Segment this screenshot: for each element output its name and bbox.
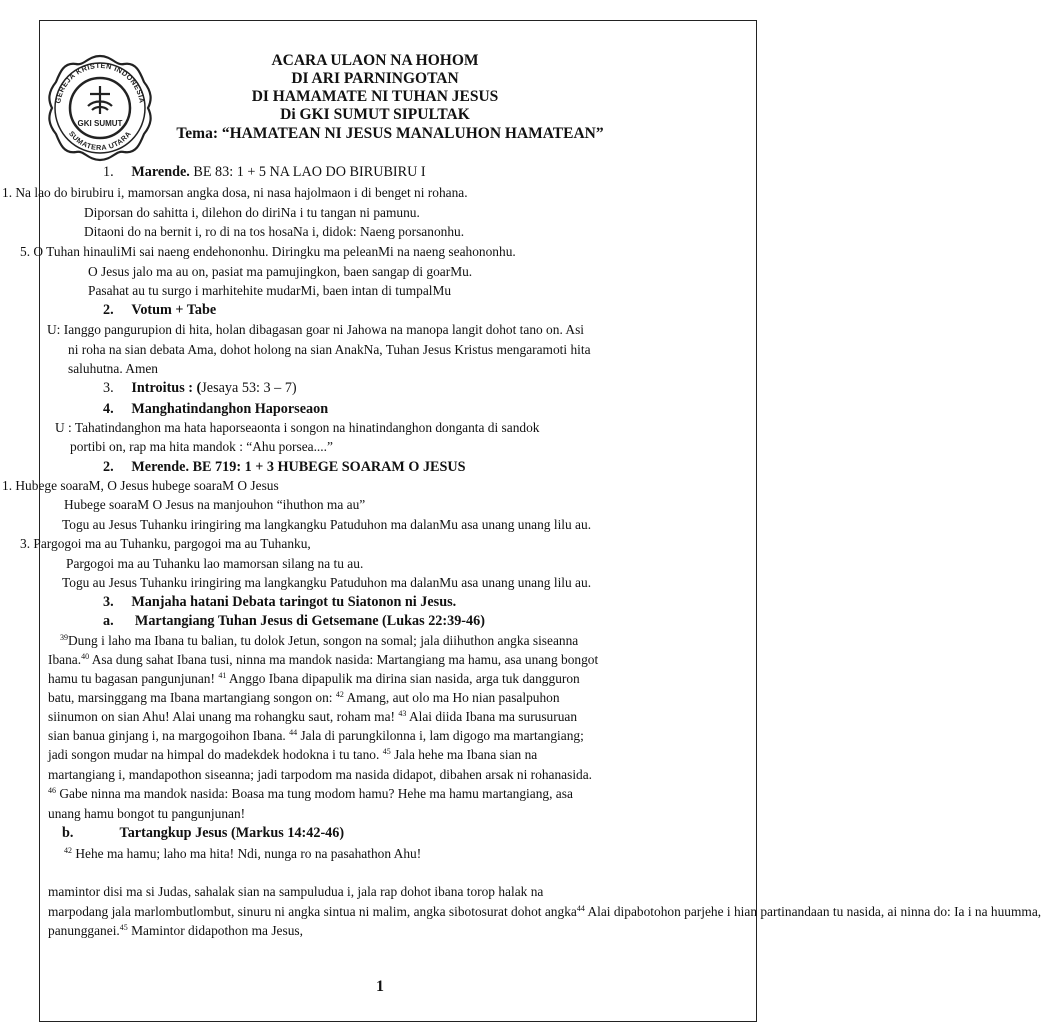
- reading-a-line-3: [48, 670, 580, 688]
- reading-a-text: hamu tu bagasan pangunjunan!: [48, 671, 215, 686]
- svg-text:SUMATERA UTARA: [67, 129, 133, 152]
- reading-a-line-2: [48, 651, 598, 669]
- section-6b-number: b.: [62, 825, 74, 841]
- reading-a-line-6: [48, 727, 584, 745]
- section-6a-number: a.: [103, 613, 114, 629]
- votum-line-3: saluhutna. Amen: [68, 361, 159, 376]
- reading-a-text: Amang, aut olo ma Ho nian pasalpuhon: [343, 690, 560, 705]
- reading-b-text: Hehe ma hamu; laho ma hita! Ndi, nunga ro na pasahathon Ahu!: [72, 846, 422, 861]
- section-3-label: Introitus : (: [131, 380, 202, 396]
- section-5-label: Merende. BE 719: 1 + 3 HUBEGE SOARAM O JESUS: [131, 459, 466, 475]
- reading-a-line-10: unang hamu bongot tu pangunjunan!: [48, 806, 246, 821]
- verse-number: 45: [119, 923, 128, 932]
- section-6a: [103, 612, 485, 630]
- reading-a-line-7: [48, 746, 537, 764]
- reading-b-text: marpodang jala marlombutlombut, sinuru ni angka sintua ni malim, angka sibotosurat dohot angka: [48, 904, 577, 919]
- hymn2-line-6: Togu au Jesus Tuhanku iringiring ma langkangku Patuduhon ma dalanMu asa unang unang lilu au.: [62, 575, 592, 590]
- votum-line-1: U: Ianggo pangurupion di hita, holan dibagasan goar ni Jahowa na manopa langit dohot tano on. Asi: [47, 322, 585, 337]
- reading-b-line-1: [64, 845, 421, 863]
- section-5: [103, 458, 466, 476]
- reading-a-line-9: [48, 785, 573, 803]
- reading-a-text: Anggo Ibana dipapulik ma dirina sian nasida, arga tuk dangguron: [226, 671, 580, 686]
- hymn1-line-4: 5. O Tuhan hinauliMi sai naeng endehononhu. Diringku ma peleanMi na naeng seahononhu.: [20, 244, 516, 259]
- hymn2-line-4: 3. Pargogoi ma au Tuhanku, pargogoi ma au Tuhanku,: [20, 536, 311, 551]
- verse-number: 42: [64, 846, 72, 855]
- reading-a-text: siinumon on sian Ahu! Alai unang ma rohangku saut, roham ma!: [48, 709, 395, 724]
- title-line-1: ACARA ULAON NA HOHOM: [271, 52, 479, 69]
- reading-a-text: Asa dung sahat Ibana tusi, ninna ma mandok nasida: Martangiang ma hamu, asa unang bongot: [89, 652, 599, 667]
- section-3: [103, 379, 297, 397]
- reading-b-line-4: [48, 903, 1041, 921]
- reading-b-line-3: mamintor disi ma si Judas, sahalak sian na sampuludua i, jala rap dohot ibana torop halak na: [48, 884, 544, 899]
- logo-ring-bottom: SUMATERA UTARA: [66, 129, 134, 153]
- section-2-number: 2.: [103, 302, 114, 318]
- reading-a-text: batu, marsinggang ma Ibana martangiang songon on:: [48, 690, 333, 705]
- reading-a-text: Ibana.: [48, 652, 82, 667]
- section-6a-label: Martangiang Tuhan Jesus di Getsemane (Lukas 22:39-46): [134, 613, 485, 629]
- reading-a-text: Jala di parungkilonna i, lam digogo ma martangiang;: [297, 728, 584, 743]
- reading-a-line-5: [48, 708, 577, 726]
- reading-b-text: Alai dipabotohon parjehe i hian partinandaan tu nasida, ai ninna do: Ia i na huumma,: [584, 904, 1041, 919]
- reading-b-text: Mamintor didapothon ma Jesus,: [127, 923, 303, 938]
- section-3-text: Jesaya 53: 3 – 7): [201, 380, 297, 396]
- section-4: [103, 400, 328, 418]
- section-6b-ref: Markus 14:42-46): [235, 825, 345, 841]
- verse-number: 44: [576, 904, 585, 913]
- reading-b-text: panungganei.: [48, 923, 120, 938]
- hymn1-line-5: O Jesus jalo ma au on, pasiat ma pamujingkon, baen sangap di goarMu.: [88, 264, 473, 279]
- logo-center-text: GKI SUMUT: [77, 119, 123, 128]
- reading-a-text: sian banua ginjang i, na margogoihon Ibana.: [48, 728, 286, 743]
- reading-a-text: Gabe ninna ma mandok nasida: Boasa ma tung modom hamu? Hehe ma hamu martangiang, asa: [59, 786, 573, 801]
- section-6b: [62, 824, 344, 842]
- title-line-4: Di GKI SUMUT SIPULTAK: [280, 106, 470, 123]
- verse-number: 40: [81, 652, 90, 661]
- verse-number: 42: [335, 690, 344, 699]
- reading-a-text: Alai diida Ibana ma surusuruan: [406, 709, 578, 724]
- logo-ring-top: GEREJA KRISTEN INDONESIA: [53, 60, 147, 105]
- section-6-label: Manjaha hatani Debata taringot tu Siatonon ni Jesus.: [131, 594, 457, 610]
- church-logo: [44, 52, 156, 164]
- hymn1-line-2: Diporsan do sahitta i, dilehon do diriNa i tu tangan ni pamunu.: [84, 205, 420, 220]
- section-1-label: Marende.: [131, 164, 190, 180]
- hymn2-line-2: Hubege soaraM O Jesus na manjouhon “ihuthon ma au”: [64, 497, 366, 512]
- section-1: [103, 163, 426, 181]
- section-2-label: Votum + Tabe: [131, 302, 217, 318]
- verse-number: 41: [218, 671, 227, 680]
- verse-number: 44: [289, 728, 298, 737]
- cross-dove-icon: [88, 86, 112, 114]
- hymn2-line-5: Pargogoi ma au Tuhanku lao mamorsan silang na tu au.: [66, 556, 364, 571]
- title-line-2: DI ARI PARNINGOTAN: [291, 70, 459, 87]
- reading-a-line-1: [60, 632, 578, 650]
- section-5-number: 2.: [103, 459, 114, 475]
- title-line-3: DI HAMAMATE NI TUHAN JESUS: [251, 88, 499, 105]
- verse-number: 43: [398, 709, 407, 718]
- section-4-number: 4.: [103, 401, 114, 417]
- section-6-number: 3.: [103, 594, 114, 610]
- votum-line-2: ni roha na sian debata Ama, dohot holong na sian AnakNa, Tuhan Jesus Kristus mengaramoti hita: [68, 342, 591, 357]
- section-6: [103, 593, 456, 611]
- reading-a-line-8: martangiang i, mandapothon siseanna; jadi tarpodom ma nasida didapot, dibahen arsak ni rohanasida.: [48, 767, 593, 782]
- hymn1-line-6: Pasahat au tu surgo i marhitehite mudarMi, baen intan di tumpalMu: [88, 283, 452, 298]
- section-6b-label: Tartangkup Jesus (: [119, 825, 236, 841]
- hymn2-line-3: Togu au Jesus Tuhanku iringiring ma langkangku Patuduhon ma dalanMu asa unang unang lilu au.: [62, 517, 592, 532]
- section-1-text: BE 83: 1 + 5 NA LAO DO BIRUBIRU I: [189, 164, 426, 180]
- reading-b-line-5: [48, 922, 303, 940]
- section-4-label: Manghatindanghon Haporseaon: [131, 401, 329, 417]
- haporseaon-line-1: U : Tahatindanghon ma hata haporseaonta i songon na hinatindanghon donganta di sandok: [55, 420, 540, 435]
- haporseaon-line-2: portibi on, rap ma hita mandok : “Ahu porsea....”: [70, 439, 333, 454]
- section-3-number: 3.: [103, 380, 114, 396]
- reading-a-line-4: [48, 689, 560, 707]
- verse-number: 46: [48, 786, 56, 795]
- section-2: [103, 301, 216, 319]
- verse-number: 45: [382, 747, 391, 756]
- reading-a-text: Dung i laho ma Ibana tu balian, tu dolok Jetun, songon na somal; jala diihuthon angka siseanna: [68, 633, 579, 648]
- page-number: 1: [376, 978, 384, 995]
- reading-a-text: Jala hehe ma Ibana sian na: [390, 747, 538, 762]
- verse-number: 39: [60, 633, 68, 642]
- reading-a-text: jadi songon mudar na himpal do madekdek hodokna i tu tano.: [48, 747, 380, 762]
- hymn1-line-3: Ditaoni do na bernit i, ro di na tos hosaNa i, didok: Naeng porsanonhu.: [84, 224, 465, 239]
- theme-line: Tema: “HAMATEAN NI JESUS MANALUHON HAMATEAN”: [176, 125, 604, 142]
- hymn1-line-1: 1. Na lao do birubiru i, mamorsan angka dosa, ni nasa hajolmaon i di benget ni rohana.: [2, 185, 468, 200]
- section-1-number: 1.: [103, 164, 114, 180]
- hymn2-line-1: 1. Hubege soaraM, O Jesus hubege soaraM O Jesus: [2, 478, 279, 493]
